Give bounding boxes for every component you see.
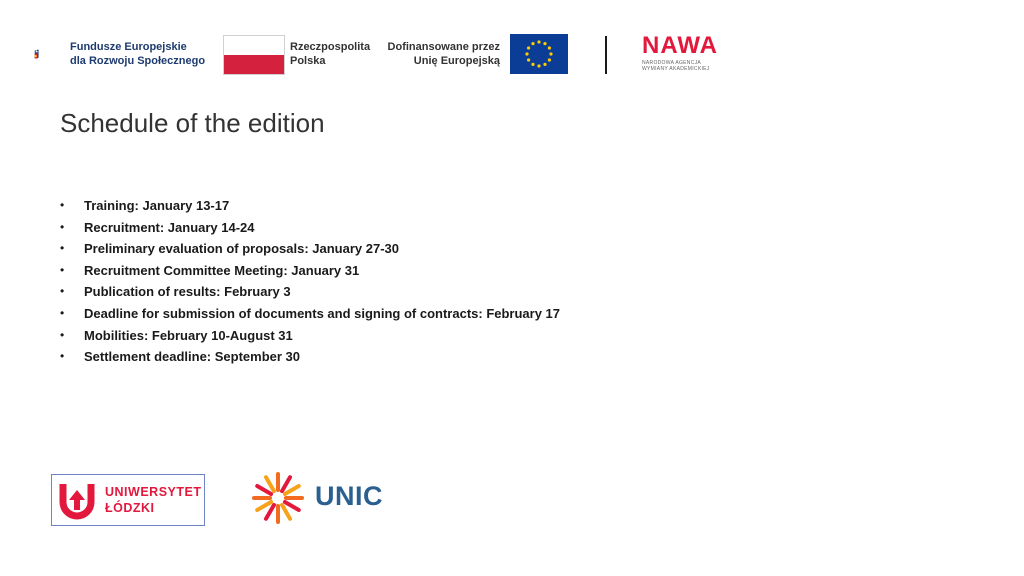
logo-bar — [0, 0, 1024, 90]
unic-ray-icon — [282, 505, 290, 519]
nawa-logo — [642, 32, 718, 72]
polish-flag — [223, 35, 285, 75]
schedule-item-text: Training: January 13-17 — [84, 198, 230, 213]
uniwersytet-lodzki-logo — [51, 474, 205, 526]
unic-emblem-icon — [250, 470, 306, 526]
unic-ray-icon — [285, 486, 299, 494]
rzeczpospolita-polska-text — [290, 40, 370, 68]
nawa-subtitle-2: WYMIANY AKADEMICKIEJ — [642, 66, 710, 72]
schedule-item — [60, 195, 560, 217]
fundusze-europejskie-logo — [34, 28, 68, 80]
bullet-icon: • — [60, 262, 65, 277]
schedule-item — [60, 303, 560, 325]
schedule-item-text: Publication of results: February 3 — [84, 284, 291, 300]
unic-ray-icon — [257, 502, 271, 510]
bullet-icon: • — [60, 219, 65, 234]
schedule-item-text: Preliminary evaluation of proposals: January 27-30 — [84, 241, 400, 257]
logo-divider — [605, 36, 607, 74]
eu-line-1: Dofinansowane przez — [387, 41, 500, 53]
eu-star-icon — [527, 46, 530, 49]
eu-star-icon — [543, 63, 546, 66]
schedule-item-text: Mobilities: February 10-August 31 — [84, 327, 293, 343]
eu-star-icon — [531, 42, 534, 45]
schedule-list — [60, 195, 560, 368]
schedule-item — [60, 346, 560, 368]
unic-ray-icon — [282, 477, 290, 491]
schedule-item-text: Settlement deadline: September 30 — [84, 349, 301, 365]
eu-star-icon — [537, 40, 540, 43]
eu-star-icon — [549, 52, 552, 55]
eu-star-icon — [525, 52, 528, 55]
unic-ray-icon — [285, 502, 299, 510]
slide-title: Schedule of the edition — [60, 108, 325, 138]
bullet-icon: • — [60, 305, 65, 320]
fe-line-2: dla Rozwoju Społecznego — [70, 55, 206, 67]
schedule-item-text: Recruitment Committee Meeting: January 31 — [84, 262, 360, 278]
bullet-icon: • — [60, 241, 65, 256]
nawa-wordmark: NAWA — [642, 32, 718, 59]
schedule-item — [60, 325, 560, 347]
eu-star-icon — [531, 63, 534, 66]
eu-star-icon — [548, 46, 551, 49]
ul-wordmark — [105, 484, 201, 516]
bullet-icon: • — [60, 327, 65, 342]
unic-ray-icon — [257, 486, 271, 494]
schedule-item — [60, 260, 560, 282]
bullet-icon: • — [60, 284, 65, 299]
ul-line-2: ŁÓDZKI — [105, 501, 155, 515]
schedule-item-text: Recruitment: January 14-24 — [84, 219, 255, 235]
schedule-item — [60, 281, 560, 303]
eu-line-2: Unię Europejską — [413, 55, 500, 67]
ul-line-1: UNIWERSYTET — [105, 485, 202, 499]
rp-line-2: Polska — [290, 55, 326, 67]
bullet-icon: • — [60, 349, 65, 364]
unic-ray-icon — [266, 477, 274, 491]
eu-flag — [510, 34, 568, 74]
ul-emblem-icon — [55, 478, 99, 522]
rp-line-1: Rzeczpospolita — [290, 41, 371, 53]
eu-cofinanced-text — [378, 40, 500, 68]
eu-star-icon — [537, 64, 540, 67]
nawa-subtitle-1: NARODOWA AGENCJA — [642, 60, 702, 66]
schedule-item — [60, 238, 560, 260]
schedule-item-text: Deadline for submission of documents and signing of contracts: February 17 — [84, 305, 561, 321]
fe-line-1: Fundusze Europejskie — [70, 41, 187, 53]
fundusze-europejskie-text — [70, 40, 205, 68]
unic-ray-icon — [266, 505, 274, 519]
bullet-icon: • — [60, 198, 65, 212]
eu-star-icon — [543, 42, 546, 45]
unic-wordmark: UNIC — [315, 481, 383, 511]
schedule-item — [60, 217, 560, 239]
eu-star-icon — [548, 58, 551, 61]
eu-star-icon — [527, 58, 530, 61]
